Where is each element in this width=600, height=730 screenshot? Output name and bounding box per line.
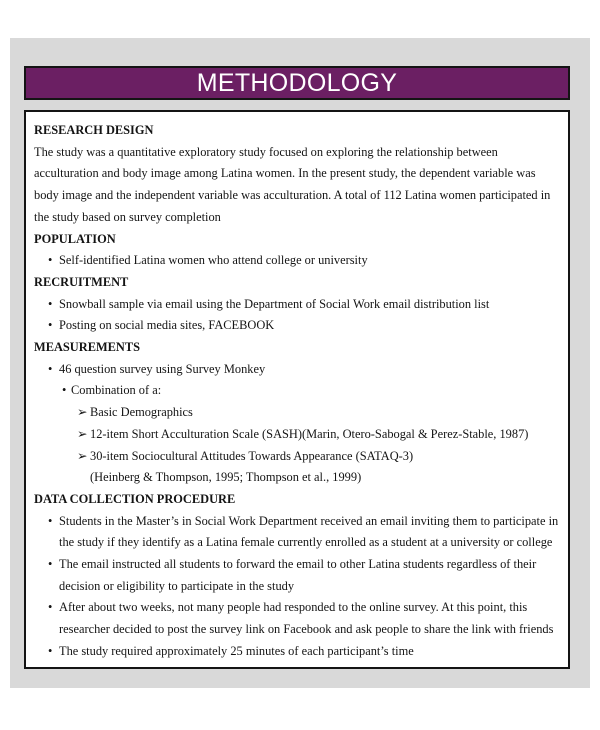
methodology-content: [24, 110, 570, 669]
arrow-list-item: ➢ 12-item Short Acculturation Scale (SASH)(Marin, Otero-Sabogal & Perez-Stable, 1987): [34, 424, 562, 446]
list-item: • 46 question survey using Survey Monkey: [34, 359, 562, 381]
list-item: • Students in the Master’s in Social Work Department received an email inviting them to participate in the study if they identify as a Latina female currently enrolled as a student at a university or college: [34, 511, 562, 554]
population-heading: POPULATION: [34, 231, 116, 246]
methodology-title-banner: [24, 66, 570, 100]
measurements-heading: MEASUREMENTS: [34, 340, 141, 355]
bullet-icon: •: [48, 557, 53, 572]
bullet-icon: •: [48, 253, 53, 268]
bullet-icon: •: [62, 383, 67, 398]
arrow-bullet-icon: ➢: [77, 426, 88, 441]
arrow-list-item: ➢ Basic Demographics: [34, 402, 562, 424]
list-item: • Self-identified Latina women who attend college or university: [34, 250, 562, 272]
measurements-citation: (Heinberg & Thompson, 1995; Thompson et al., 1999): [90, 470, 362, 485]
page-title: METHODOLOGY: [196, 69, 398, 97]
arrow-bullet-icon: ➢: [77, 405, 88, 420]
bullet-icon: •: [48, 513, 53, 528]
arrow-bullet-icon: ➢: [77, 448, 88, 463]
research-design-paragraph: The study was a quantitative exploratory study focused on exploring the relationship between acculturation and body image among Latina women. In the present study, the dependent variable was body image and the independent variable was acculturation. A total of 112 Latina women participated in the study based on survey completion: [34, 144, 551, 224]
list-item: • The email instructed all students to forward the email to other Latina students regardless of their decision or eligibility to participate in the study: [34, 554, 562, 597]
bullet-icon: •: [48, 296, 53, 311]
list-item: • The study required approximately 25 minutes of each participant’s time: [34, 641, 562, 663]
list-item: • After about two weeks, not many people had responded to the online survey. At this point, this researcher decided to post the survey link on Facebook and ask people to share the link with friends: [34, 597, 562, 640]
arrow-list-item: ➢ 30-item Sociocultural Attitudes Towards Appearance (SATAQ-3): [34, 446, 562, 468]
list-item: • Snowball sample via email using the Department of Social Work email distribution list: [34, 294, 562, 316]
list-item: • Posting on social media sites, FACEBOOK: [34, 315, 562, 337]
bullet-icon: •: [48, 600, 53, 615]
data-collection-heading: DATA COLLECTION PROCEDURE: [34, 491, 236, 506]
bullet-icon: •: [48, 643, 53, 658]
research-design-heading: RESEARCH DESIGN: [34, 123, 154, 137]
sub-list-item: • Combination of a:: [34, 380, 562, 402]
bullet-icon: •: [48, 361, 53, 376]
bullet-icon: •: [48, 318, 53, 333]
recruitment-heading: RECRUITMENT: [34, 274, 129, 289]
